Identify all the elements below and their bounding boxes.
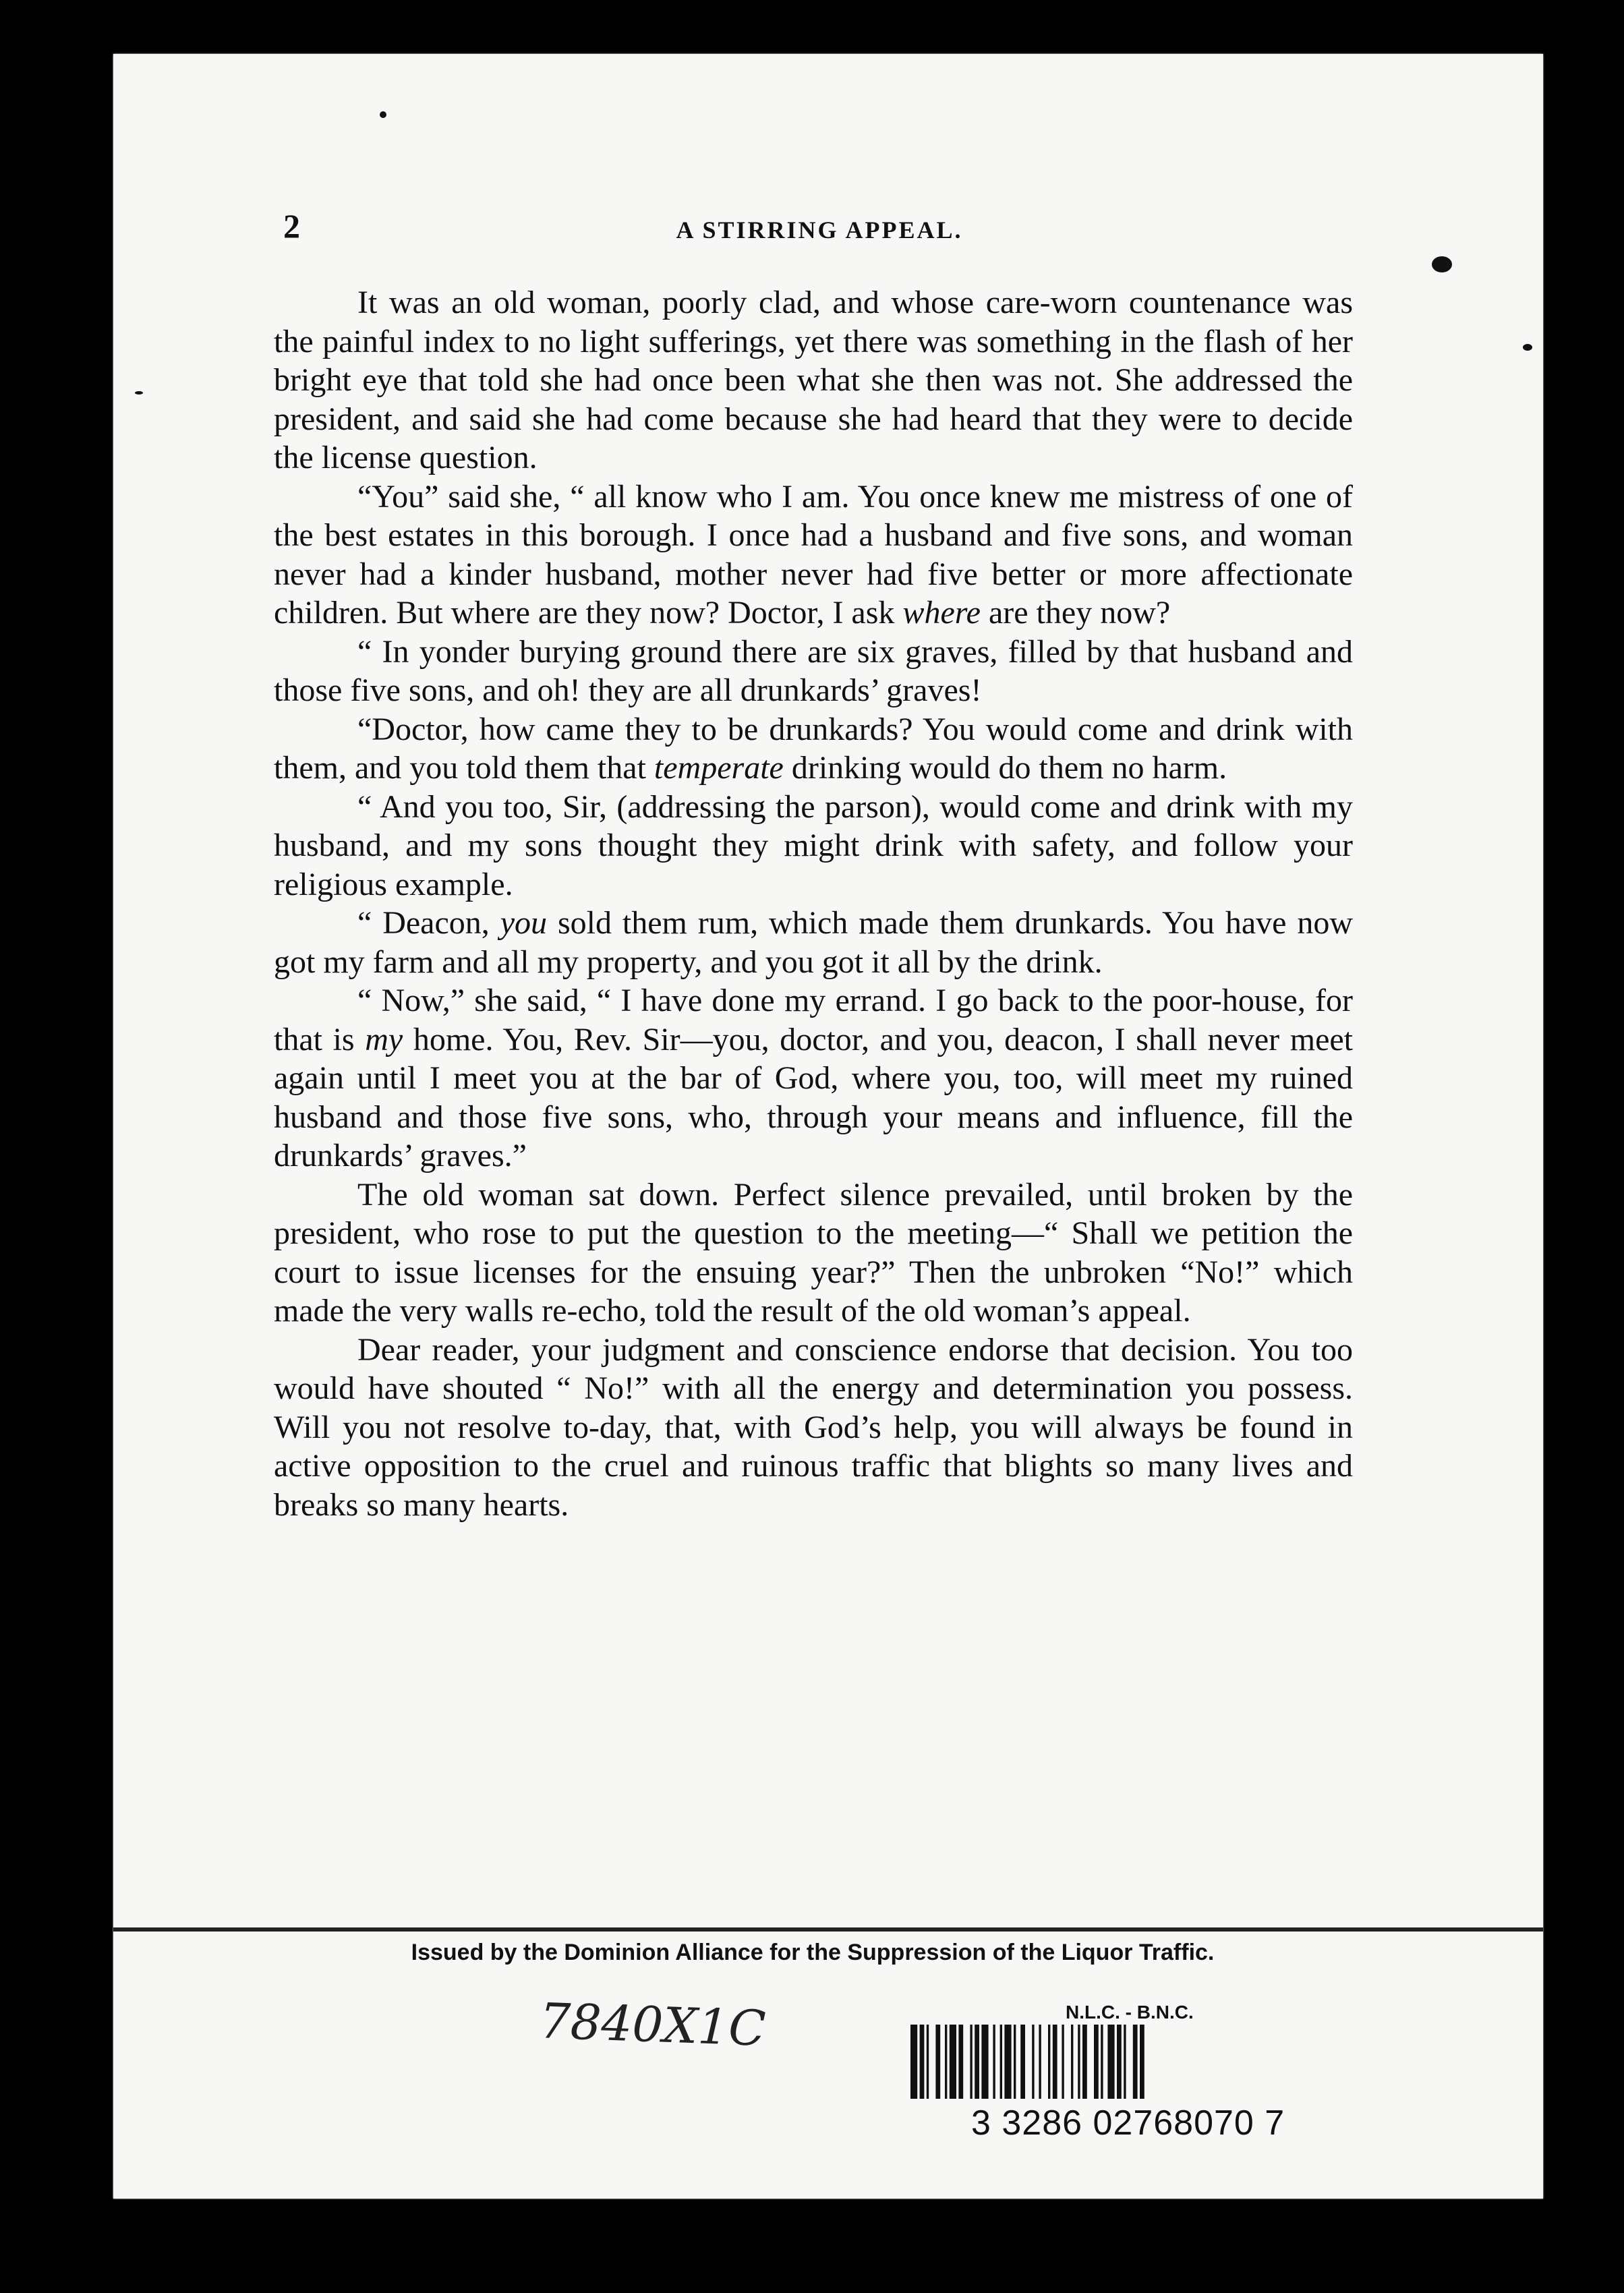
barcode-bar [935,2025,940,2099]
italic-word: my [365,1021,403,1057]
barcode-bar [1101,2025,1103,2099]
barcode-bar [1048,2025,1050,2099]
paragraph-text: “Doctor, how came they to be drunkards? You would come and drink with them, and you told them that [274,711,1353,786]
ink-speck [135,391,143,395]
barcode-bar [975,2025,979,2099]
barcode-bar [1094,2025,1099,2099]
footer-rule [113,1927,1543,1932]
library-barcode-label [904,2002,1362,2157]
barcode-bar [1071,2025,1073,2099]
paragraph-text: sold them rum, which made them drunkards. You have now got my farm and all my property, and you got it all by the drink. [274,905,1354,980]
running-title: A STIRRING APPEAL. [676,216,963,243]
barcode-bar [1107,2025,1114,2099]
paragraph: The old woman sat down. Perfect silence prevailed, until broken by the president, who rose to put the question to the meeting—“ Shall we petition the court to issue licenses for the ensuing year?” Then the unbroken “No!” which made the very walls re-echo, told the result of the old woman’s appeal. [274,1176,1353,1329]
barcode-bar [1020,2025,1025,2099]
paragraph-text: home. You, Rev. Sir—you, doctor, and you, deacon, I shall never meet again until I meet you at the bar of God, where you, too, will meet my ruined husband and those five sons, who, through your means and influence, fill the drunkards’ graves.” [274,1021,1354,1173]
paragraph: “ In yonder burying ground there are six graves, filled by that husband and those five sons, and oh! they are all drunkards’ graves! [274,633,1353,708]
ink-speck [1523,344,1532,351]
barcode-bar [981,2025,988,2099]
running-header [283,206,1356,247]
barcode-bar [920,2025,925,2099]
paragraph-text: “ Now,” she said, “ I have done my errand. I go back to the poor-house, for that is [274,983,1353,1057]
barcode-bar [970,2025,972,2099]
paragraph [274,477,1353,633]
barcode-bar [927,2025,929,2099]
ink-speck [380,111,386,118]
paragraph [274,904,1353,981]
barcode-agency: N.L.C. - B.N.C. [1066,2002,1194,2023]
italic-word: where [902,595,981,631]
paragraph: It was an old woman, poorly clad, and whose care-worn countenance was the painful index to no light sufferings, yet there was something in the flash of her bright eye that told she had once been what she then was not. She addressed the president, and said she had come because she had heard that they were to decide the license question. [274,285,1353,475]
barcode-bar [1124,2025,1126,2099]
barcode-bar [950,2025,956,2099]
barcode-bar [1039,2025,1041,2099]
barcode-bar [1062,2025,1064,2099]
italic-word: temperate [654,750,784,786]
barcode-bar [1133,2025,1138,2099]
barcode-bar [1000,2025,1002,2099]
barcode-bar [1053,2025,1057,2099]
barcode-bar [1004,2025,1011,2099]
barcode-bar [993,2025,995,2099]
paragraph [274,981,1353,1175]
barcode-icon [910,2025,1356,2099]
barcode-bar [1117,2025,1122,2099]
paragraph-text: drinking would do them no harm. [791,750,1227,786]
page-number: 2 [283,207,300,245]
paragraph-text: “ Deacon, [357,905,490,941]
barcode-bar [1078,2025,1080,2099]
paragraph-text: “You” said she, “ all know who I am. You once knew me mistress of one of the best estates in this borough. I once had a husband and five sons, and woman never had a kinder husband, mother never had five better or more affectionate children. But where are they now? Doctor, I ask [274,478,1353,631]
paragraph: Dear reader, your judgment and conscience endorse that decision. You too would have shouted “ No!” with all the energy and determination you possess. Will you not resolve to-day, that, with God’s help, you will always be found in active opposition to the cruel and ruinous traffic that blights so many lives and breaks so many hearts. [274,1331,1353,1523]
barcode-bar [1014,2025,1016,2099]
barcode-number: 3 3286 02768070 7 [971,2103,1285,2143]
ink-speck [1432,256,1452,272]
paragraph [274,710,1353,788]
barcode-bar [1032,2025,1034,2099]
paragraph-text: are they now? [988,595,1171,631]
barcode-bar [910,2025,917,2099]
article-body [274,283,1353,1524]
publisher-imprint: Issued by the Dominion Alliance for the Suppression of the Liquor Traffic. [411,1940,1215,1965]
handwritten-call-number: 7840X1C [538,1992,767,2057]
barcode-bar [958,2025,963,2099]
barcode-bar [1140,2025,1144,2099]
barcode-bar [945,2025,947,2099]
italic-word: you [500,905,548,941]
barcode-bar [1082,2025,1087,2099]
paragraph: “ And you too, Sir, (addressing the parson), would come and drink with my husband, and my sons thought they might drink with safety, and follow your religious example. [274,788,1353,902]
